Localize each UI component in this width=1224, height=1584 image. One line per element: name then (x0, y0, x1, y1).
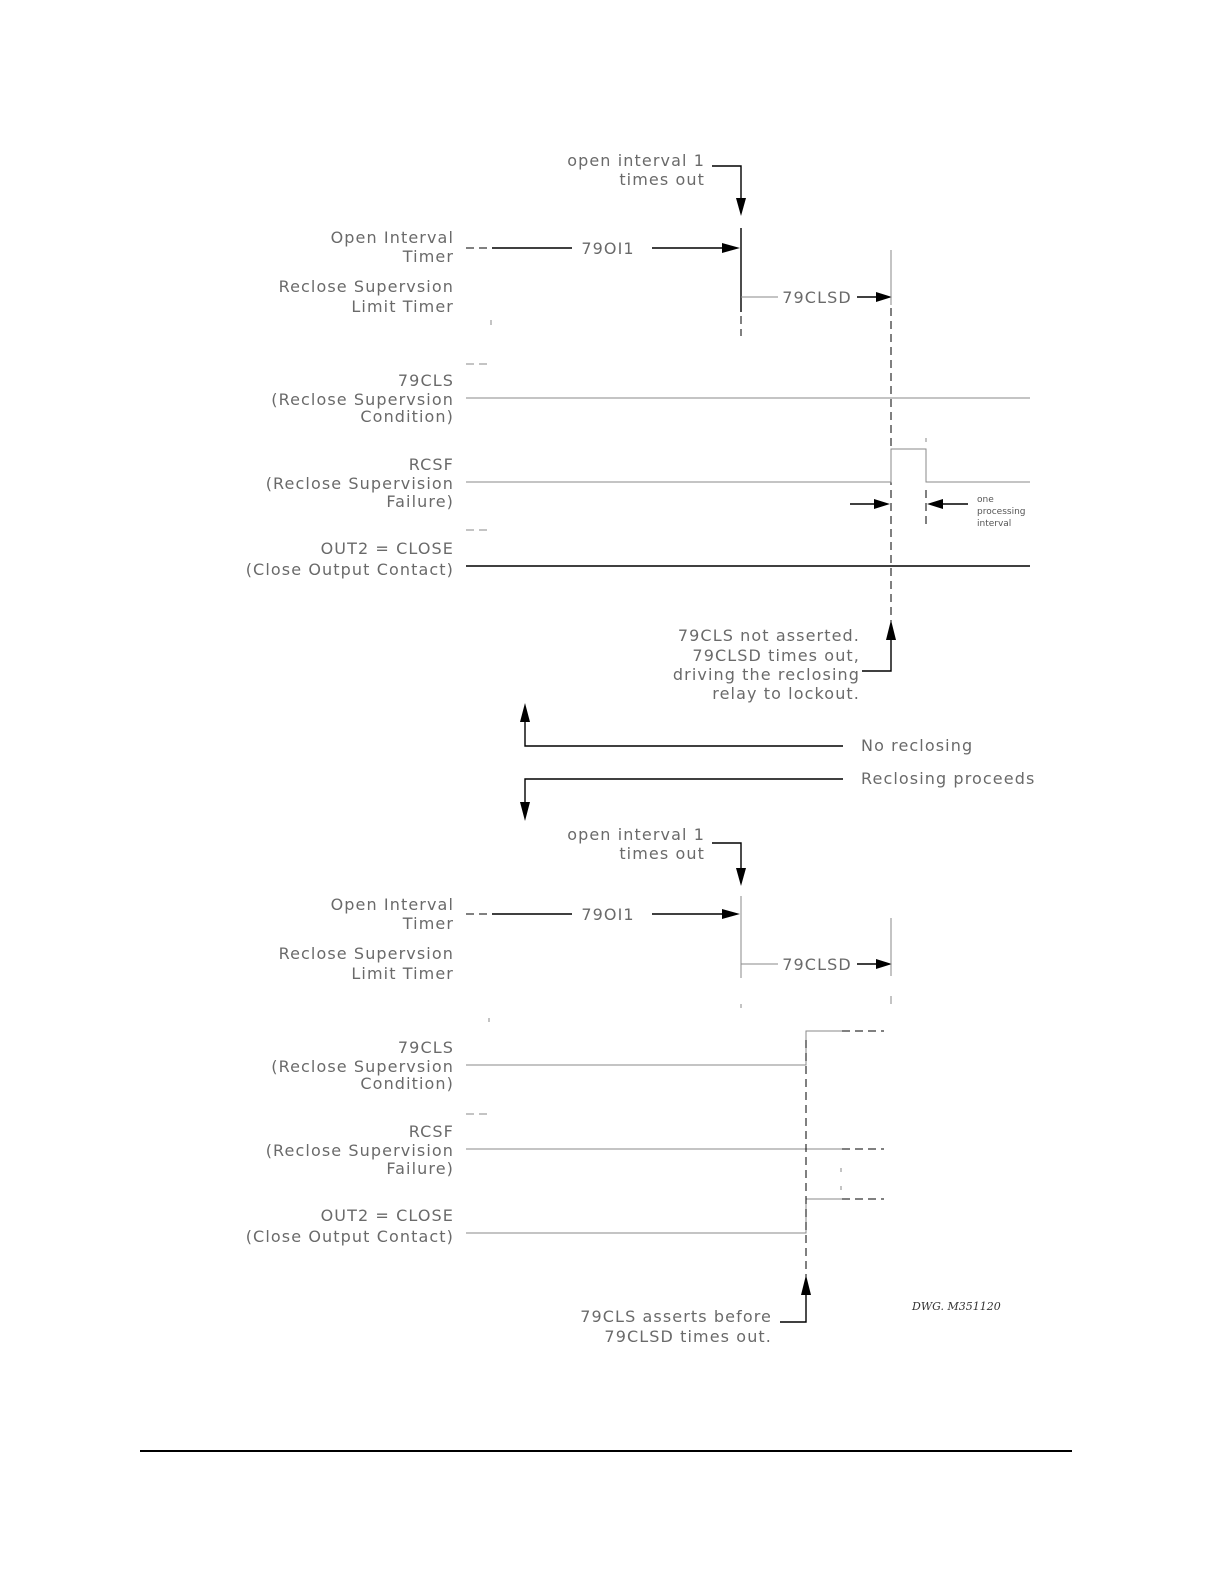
top-79cls-label-2: (Reclose Supervsion (271, 390, 454, 409)
bottom-open-timer-name: 79OI1 (581, 905, 635, 924)
top-callout-interval-arrow (736, 198, 746, 216)
top-note-line1: 79CLS not asserted. (677, 626, 860, 645)
top-supervision-timer-label-2: Limit Timer (351, 297, 454, 316)
bottom-rcsf-label-3: Failure) (386, 1159, 454, 1178)
bottom-open-timer-label-2: Timer (402, 914, 454, 933)
bottom-timing-diagram (246, 825, 892, 1346)
top-out2-label-2: (Close Output Contact) (245, 560, 454, 579)
top-open-timer-label-1: Open Interval (330, 228, 454, 247)
branch-section (520, 703, 1035, 821)
top-proc-label-3: interval (977, 519, 1012, 529)
top-supervision-timer-label-1: Reclose Supervsion (278, 277, 454, 296)
reclosing-proceeds-arrow (520, 802, 530, 821)
top-open-timer-label-2: Timer (402, 247, 454, 266)
top-rcsf-label-1: RCSF (408, 455, 454, 474)
bottom-callout-interval-arrow (736, 868, 746, 886)
top-79cls-label-3: Condition) (360, 407, 454, 426)
top-rcsf-signal (466, 449, 1030, 482)
bottom-79cls-label-3: Condition) (360, 1074, 454, 1093)
no-reclosing-leader (525, 718, 843, 746)
bottom-note-line1: 79CLS asserts before (580, 1307, 772, 1326)
top-rcsf-label-3: Failure) (386, 492, 454, 511)
top-callout-interval-line2: times out (619, 170, 705, 189)
top-note-line2: 79CLSD times out, (692, 646, 860, 665)
top-rcsf-label-2: (Reclose Supervision (265, 474, 454, 493)
bottom-out2-label-2: (Close Output Contact) (245, 1227, 454, 1246)
top-callout-interval-line1: open interval 1 (567, 151, 705, 170)
bottom-rcsf-label-2: (Reclose Supervision (265, 1141, 454, 1160)
bottom-out2-signal (466, 1199, 842, 1233)
top-open-timer-arrow (722, 243, 740, 253)
top-note-line4: relay to lockout. (712, 684, 860, 703)
no-reclosing-label: No reclosing (861, 736, 974, 755)
bottom-note-line2: 79CLSD times out. (604, 1327, 772, 1346)
top-supervision-timer-arrow (876, 292, 892, 302)
bottom-rcsf-label-1: RCSF (408, 1122, 454, 1141)
bottom-79cls-label-2: (Reclose Supervsion (271, 1057, 454, 1076)
bottom-supervision-timer-label-1: Reclose Supervsion (278, 944, 454, 963)
top-open-timer-name: 79OI1 (581, 239, 635, 258)
bottom-callout-interval-line2: times out (619, 844, 705, 863)
bottom-out2-label-1: OUT2 = CLOSE (320, 1206, 454, 1225)
bottom-open-timer-arrow (722, 909, 740, 919)
bottom-note-leader (780, 1292, 806, 1322)
bottom-open-timer-label-1: Open Interval (330, 895, 454, 914)
top-proc-label-2: processing (977, 507, 1026, 517)
top-proc-arrow-right (927, 499, 943, 509)
top-timing-diagram (246, 151, 1030, 703)
top-note-line3: driving the reclosing (672, 665, 860, 684)
top-proc-label-1: one (977, 495, 994, 505)
top-proc-arrow-left (874, 499, 890, 509)
bottom-79cls-label-1: 79CLS (397, 1038, 454, 1057)
bottom-callout-interval-line1: open interval 1 (567, 825, 705, 844)
top-supervision-timer-name: 79CLSD (782, 288, 852, 307)
bottom-supervision-timer-name: 79CLSD (782, 955, 852, 974)
drawing-number: DWG. M351120 (912, 1300, 1001, 1313)
top-79cls-label-1: 79CLS (397, 371, 454, 390)
bottom-supervision-timer-label-2: Limit Timer (351, 964, 454, 983)
bottom-79cls-signal (466, 1031, 842, 1065)
reclosing-proceeds-label: Reclosing proceeds (861, 769, 1036, 788)
top-out2-label-1: OUT2 = CLOSE (320, 539, 454, 558)
bottom-supervision-timer-arrow (876, 959, 892, 969)
top-note-leader (862, 636, 891, 671)
reclosing-proceeds-leader (525, 779, 843, 806)
no-reclosing-arrow (520, 703, 530, 722)
